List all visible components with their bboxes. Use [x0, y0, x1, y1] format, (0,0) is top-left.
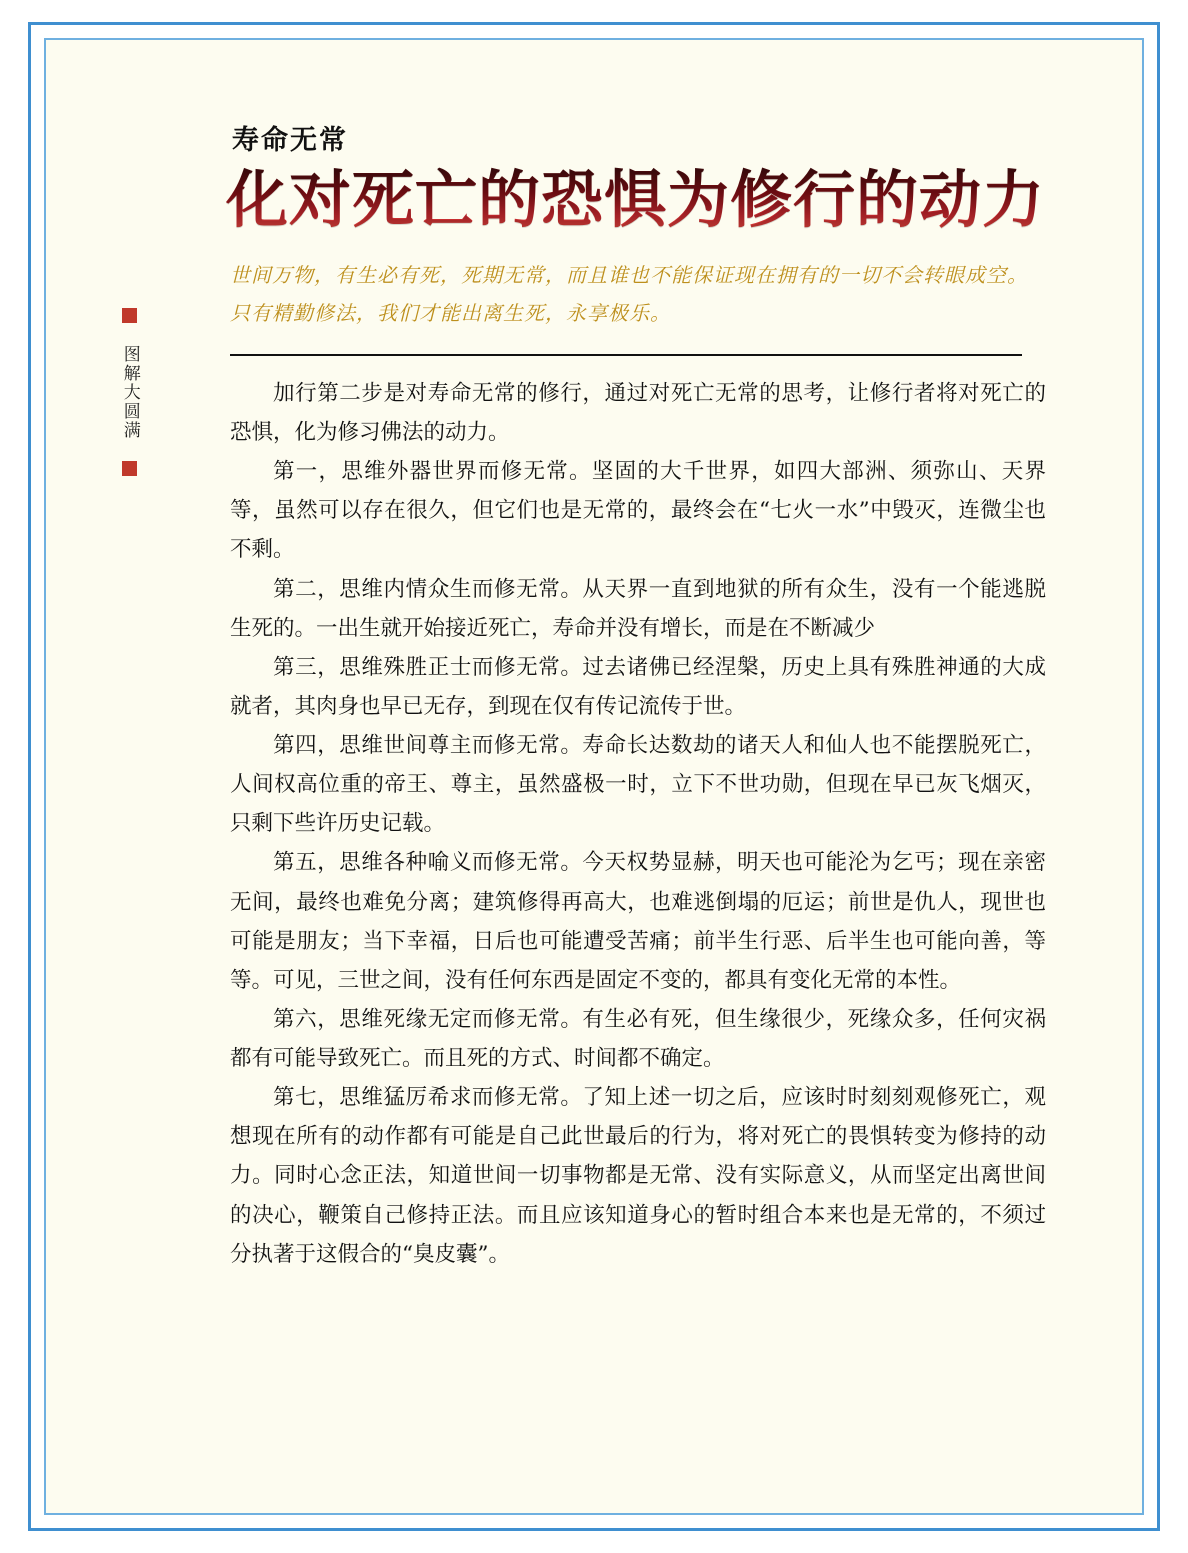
body-paragraph: 第四，思维世间尊主而修无常。寿命长达数劫的诸天人和仙人也不能摆脱死亡，人间权高位重的帝王、尊主，虽然盛极一时，立下不世功勋，但现在早已灰飞烟灭，只剩下些许历史记载。: [230, 733, 1046, 837]
article-body: [230, 374, 1046, 1274]
series-label: 图解大圆满: [119, 344, 140, 440]
body-paragraph: 加行第二步是对寿命无常的修行，通过对死亡无常的思考，让修行者将对死亡的恐惧，化为修习佛法的动力。: [230, 380, 1046, 446]
seal-icon-top: [122, 308, 137, 323]
section-kicker: 寿命无常: [232, 125, 348, 156]
article-lede: 世间万物，有生必有死，死期无常，而且谁也不能保证现在拥有的一切不会转眼成空。只有精勤修法，我们才能出离生死，永享极乐。: [230, 262, 1028, 325]
page-border-outer: [28, 22, 1160, 1531]
body-paragraph: 第三，思维殊胜正士而修无常。过去诸佛已经涅槃，历史上具有殊胜神通的大成就者，其肉身也早已无存，到现在仅有传记流传于世。: [230, 654, 1046, 719]
page-title: 化对死亡的恐惧为修行的动力: [226, 167, 1052, 234]
body-paragraph: 第五，思维各种喻义而修无常。今天权势显赫，明天也可能沦为乞丐；现在亲密无间，最终也难免分离；建筑修得再高大，也难逃倒塌的厄运；前世是仇人，现世也可能是朋友；当下幸福，日后也可能遭受苦痛；前半生行恶、后半生也可能向善，等等。可见，三世之间，没有任何东西是固定不变的，都具有变化无常的本性。: [230, 850, 1046, 993]
body-paragraph: 第七，思维猛厉希求而修无常。了知上述一切之后，应该时时刻刻观修死亡，观想现在所有的动作都有可能是自己此世最后的行为，将对死亡的畏惧转变为修持的动力。同时心念正法，知道世间一切事物都是无常、没有实际意义，从而坚定出离世间的决心，鞭策自己修持正法。而且应该知道身心的暂时组合本来也是无常的，不须过分执著于这假合的“臭皮囊”。: [230, 1085, 1046, 1267]
page-border-inner: [44, 38, 1144, 1515]
horizontal-divider: [230, 354, 1022, 356]
body-paragraph: 第二，思维内情众生而修无常。从天界一直到地狱的所有众生，没有一个能逃脱生死的。一出生就开始接近死亡，寿命并没有增长，而是在不断减少: [230, 576, 1046, 641]
body-paragraph: 第一，思维外器世界而修无常。坚固的大千世界，如四大部洲、须弥山、天界等，虽然可以存在很久，但它们也是无常的，最终会在“七火一水”中毁灭，连微尘也不剩。: [230, 459, 1046, 563]
article-content: [222, 118, 1052, 1274]
series-marker: [108, 308, 150, 476]
seal-icon-bottom: [122, 461, 137, 476]
body-paragraph: 第六，思维死缘无定而修无常。有生必有死，但生缘很少，死缘众多，任何灾祸都有可能导致死亡。而且死的方式、时间都不确定。: [230, 1006, 1046, 1072]
